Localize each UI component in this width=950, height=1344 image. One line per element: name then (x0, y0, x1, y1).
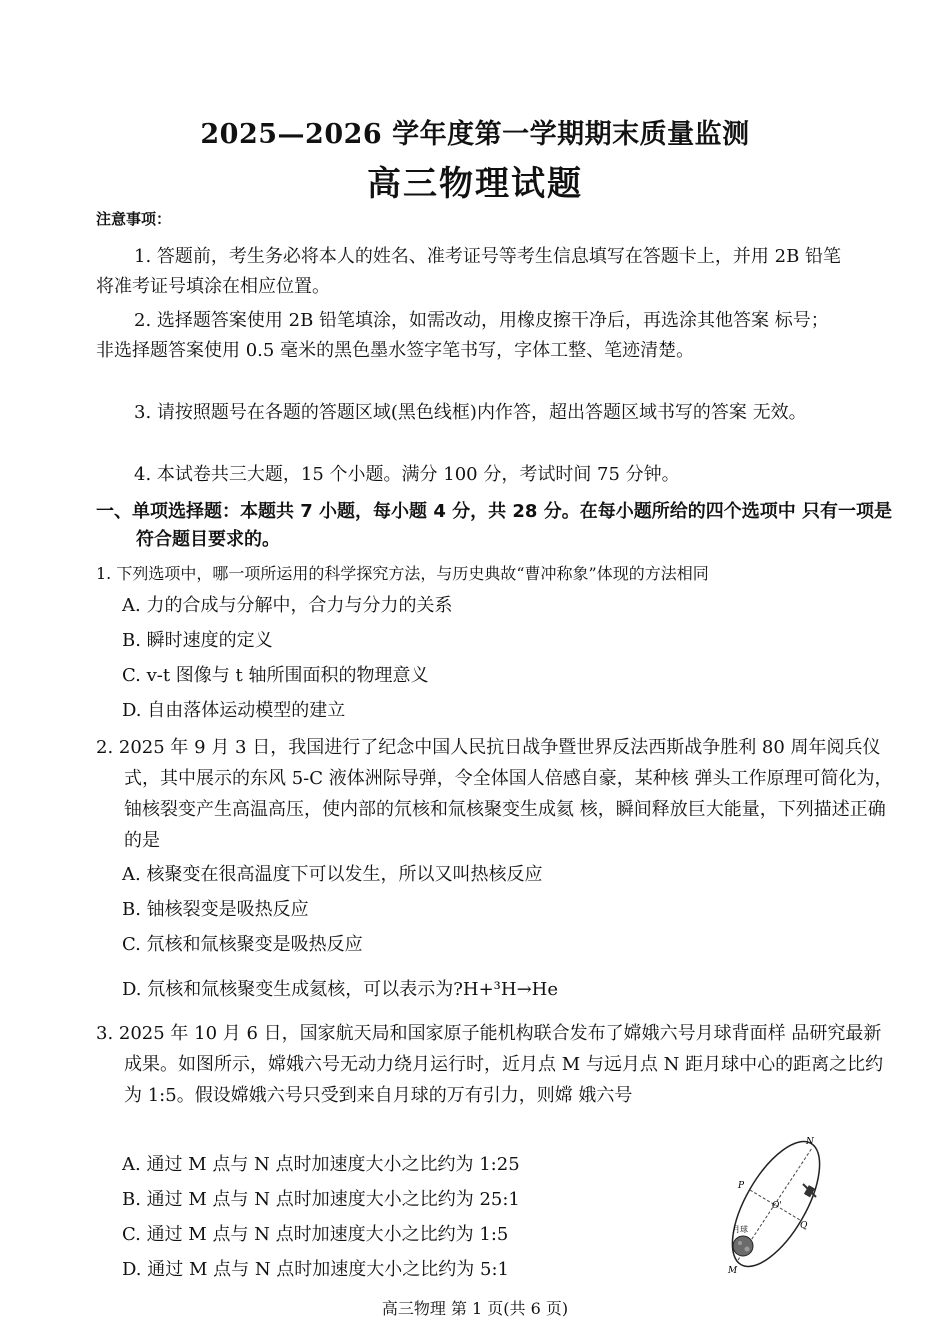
moon-crater (738, 1241, 742, 1245)
orbit-figure (720, 1132, 828, 1277)
notice-item-2: 2. 选择题答案使用 2B 铅笔填涂，如需改动，用橡皮擦干净后，再选涂其他答案 标号；非选择题答案使用 0.5 毫米的黑色墨水签字笔书写，字体工整、笔迹清楚。 (96, 310, 829, 361)
question-1-option-d: D. 自由落体运动模型的建立 (122, 700, 346, 721)
exam-title: 2025—2026 学年度第一学期期末质量监测 (200, 119, 750, 150)
question-3-option-b: B. 通过 M 点与 N 点时加速度大小之比约为 25:1 (122, 1189, 520, 1210)
label-n: N (806, 1137, 814, 1147)
label-p: P (738, 1181, 745, 1191)
question-1-stem: 1. 下列选项中，哪一项所运用的科学探究方法，与历史典故“曹冲称象”体现的方法相同 (96, 564, 709, 583)
question-2-option-b: B. 铀核裂变是吸热反应 (122, 899, 309, 920)
section-heading: 一、单项选择题：本题共 7 小题，每小题 4 分，共 28 分。在每小题所给的四个选项中 只有一项是符合题目要求的。 (96, 501, 892, 550)
moon-icon (733, 1236, 753, 1256)
question-2-stem: 2. 2025 年 9 月 3 日，我国进行了纪念中国人民抗日战争暨世界反法西斯战争胜利 80 周年阅兵仪式，其中展示的东风 5-C 液体洲际导弹，令全体国人倍感自豪，某种核 弹头工作原理可简化为，铀核裂变产生高温高压，使内部的氘核和氚核聚变生成氦 核，瞬间释放巨大能量，下列描述正确的是 (96, 737, 893, 851)
question-1-option-c: C. v-t 图像与 t 轴所围面积的物理意义 (122, 665, 429, 686)
question-3-option-c: C. 通过 M 点与 N 点时加速度大小之比约为 1:5 (122, 1224, 509, 1245)
question-2-option-d: D. 氘核和氚核聚变生成氦核，可以表示为?H+³H→He (122, 979, 559, 1000)
label-o: O' (772, 1201, 782, 1211)
notice-item-4: 4. 本试卷共三大题，15 个小题。满分 100 分，考试时间 75 分钟。 (134, 464, 680, 485)
question-1-option-a: A. 力的合成与分解中，合力与分力的关系 (122, 595, 453, 616)
question-2-option-a: A. 核聚变在很高温度下可以发生，所以又叫热核反应 (122, 864, 543, 885)
page-footer: 高三物理 第 1 页(共 6 页) (381, 1299, 569, 1318)
label-m: M (728, 1266, 738, 1276)
moon-crater (745, 1247, 750, 1252)
question-1-option-b: B. 瞬时速度的定义 (122, 630, 273, 651)
orbit-diagram (720, 1132, 828, 1277)
question-3-option-d: D. 通过 M 点与 N 点时加速度大小之比约为 5:1 (122, 1259, 509, 1280)
notice-item-3: 3. 请按照题号在各题的答题区域(黑色线框)内作答，超出答题区域书写的答案 无效。 (134, 402, 807, 423)
label-moon: 月球 (732, 1225, 748, 1234)
notice-item-1: 1. 答题前，考生务必将本人的姓名、准考证号等考生信息填写在答题卡上，并用 2B 铅笔将准考证号填涂在相应位置。 (96, 246, 842, 297)
question-2-option-c: C. 氘核和氚核聚变是吸热反应 (122, 934, 363, 955)
question-3-option-a: A. 通过 M 点与 N 点时加速度大小之比约为 1:25 (122, 1154, 520, 1175)
notice-heading: 注意事项： (96, 210, 172, 228)
exam-subtitle: 高三物理试题 (367, 164, 583, 204)
question-3-stem: 3. 2025 年 10 月 6 日，国家航天局和国家原子能机构联合发布了嫦娥六号月球背面样 品研究最新成果。如图所示，嫦娥六号无动力绕月运行时，近月点 M 与远月点 N 距月球中心的距离之比约为 1:5。假设嫦娥六号只受到来自月球的万有引力，则嫦 娥六号 (96, 1023, 884, 1106)
label-q: Q (800, 1221, 808, 1231)
